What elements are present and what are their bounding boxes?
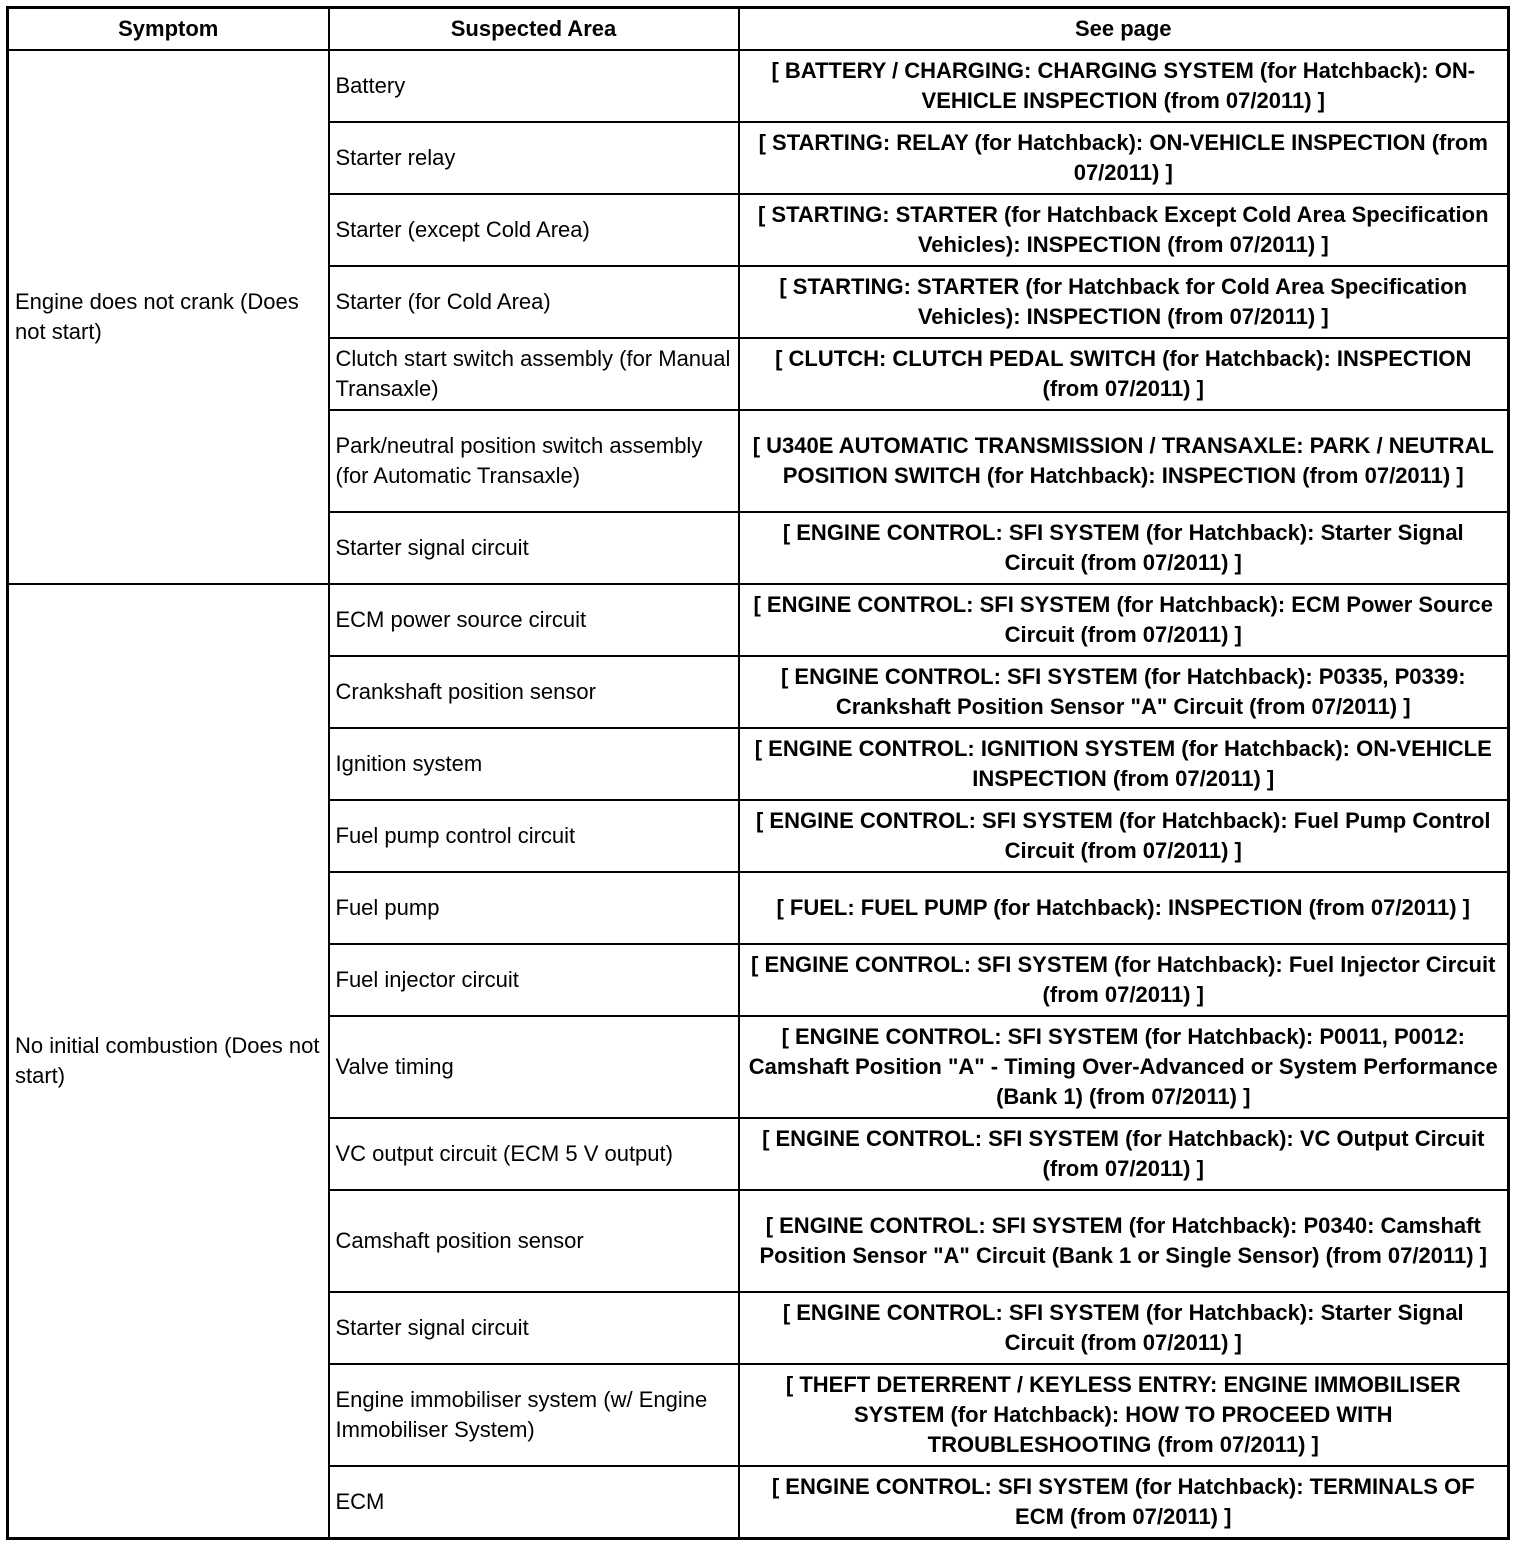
symptom-cell: Engine does not crank (Does not start) — [8, 50, 329, 584]
see-page-link[interactable]: [ U340E AUTOMATIC TRANSMISSION / TRANSAXLE: PARK / NEUTRAL POSITION SWITCH (for Hatchback): INSPECTION (from 07/2011) ] — [739, 410, 1509, 512]
header-symptom: Symptom — [8, 8, 329, 51]
troubleshooting-table — [6, 6, 1510, 1540]
see-page-link[interactable]: [ ENGINE CONTROL: SFI SYSTEM (for Hatchback): Fuel Injector Circuit (from 07/2011) ] — [739, 944, 1509, 1016]
suspected-area-cell: Starter (for Cold Area) — [329, 266, 739, 338]
header-row — [8, 8, 1509, 51]
table-row — [8, 50, 1509, 122]
see-page-link[interactable]: [ STARTING: STARTER (for Hatchback for Cold Area Specification Vehicles): INSPECTION (from 07/2011) ] — [739, 266, 1509, 338]
see-page-link[interactable]: [ BATTERY / CHARGING: CHARGING SYSTEM (for Hatchback): ON-VEHICLE INSPECTION (from 07/2011) ] — [739, 50, 1509, 122]
see-page-link[interactable]: [ FUEL: FUEL PUMP (for Hatchback): INSPECTION (from 07/2011) ] — [739, 872, 1509, 944]
suspected-area-cell: VC output circuit (ECM 5 V output) — [329, 1118, 739, 1190]
see-page-link[interactable]: [ THEFT DETERRENT / KEYLESS ENTRY: ENGINE IMMOBILISER SYSTEM (for Hatchback): HOW TO PROCEED WITH TROUBLESHOOTING (from 07/2011) ] — [739, 1364, 1509, 1466]
see-page-link[interactable]: [ ENGINE CONTROL: SFI SYSTEM (for Hatchback): P0335, P0339: Crankshaft Position Sensor "A" Circuit (from 07/2011) ] — [739, 656, 1509, 728]
suspected-area-cell: Ignition system — [329, 728, 739, 800]
suspected-area-cell: Fuel pump control circuit — [329, 800, 739, 872]
suspected-area-cell: Valve timing — [329, 1016, 739, 1118]
suspected-area-cell: ECM — [329, 1466, 739, 1539]
suspected-area-cell: Starter relay — [329, 122, 739, 194]
header-see-page: See page — [739, 8, 1509, 51]
see-page-link[interactable]: [ ENGINE CONTROL: SFI SYSTEM (for Hatchback): Starter Signal Circuit (from 07/2011) ] — [739, 1292, 1509, 1364]
see-page-link[interactable]: [ ENGINE CONTROL: SFI SYSTEM (for Hatchback): P0340: Camshaft Position Sensor "A" Circuit (Bank 1 or Single Sensor) (from 07/2011) ] — [739, 1190, 1509, 1292]
suspected-area-cell: Crankshaft position sensor — [329, 656, 739, 728]
suspected-area-cell: Battery — [329, 50, 739, 122]
suspected-area-cell: Starter signal circuit — [329, 512, 739, 584]
suspected-area-cell: Engine immobiliser system (w/ Engine Immobiliser System) — [329, 1364, 739, 1466]
suspected-area-cell: Camshaft position sensor — [329, 1190, 739, 1292]
see-page-link[interactable]: [ STARTING: STARTER (for Hatchback Except Cold Area Specification Vehicles): INSPECTION (from 07/2011) ] — [739, 194, 1509, 266]
see-page-link[interactable]: [ ENGINE CONTROL: IGNITION SYSTEM (for Hatchback): ON-VEHICLE INSPECTION (from 07/2011) ] — [739, 728, 1509, 800]
suspected-area-cell: Clutch start switch assembly (for Manual Transaxle) — [329, 338, 739, 410]
see-page-link[interactable]: [ ENGINE CONTROL: SFI SYSTEM (for Hatchback): VC Output Circuit (from 07/2011) ] — [739, 1118, 1509, 1190]
see-page-link[interactable]: [ CLUTCH: CLUTCH PEDAL SWITCH (for Hatchback): INSPECTION (from 07/2011) ] — [739, 338, 1509, 410]
see-page-link[interactable]: [ ENGINE CONTROL: SFI SYSTEM (for Hatchback): Fuel Pump Control Circuit (from 07/2011) ] — [739, 800, 1509, 872]
see-page-link[interactable]: [ ENGINE CONTROL: SFI SYSTEM (for Hatchback): Starter Signal Circuit (from 07/2011) ] — [739, 512, 1509, 584]
see-page-link[interactable]: [ ENGINE CONTROL: SFI SYSTEM (for Hatchback): P0011, P0012: Camshaft Position "A" - Timing Over-Advanced or System Performance (Bank 1) (from 07/2011) ] — [739, 1016, 1509, 1118]
see-page-link[interactable]: [ ENGINE CONTROL: SFI SYSTEM (for Hatchback): ECM Power Source Circuit (from 07/2011) ] — [739, 584, 1509, 656]
suspected-area-cell: Fuel pump — [329, 872, 739, 944]
see-page-link[interactable]: [ STARTING: RELAY (for Hatchback): ON-VEHICLE INSPECTION (from 07/2011) ] — [739, 122, 1509, 194]
see-page-link[interactable]: [ ENGINE CONTROL: SFI SYSTEM (for Hatchback): TERMINALS OF ECM (from 07/2011) ] — [739, 1466, 1509, 1539]
suspected-area-cell: Park/neutral position switch assembly (for Automatic Transaxle) — [329, 410, 739, 512]
header-suspected-area: Suspected Area — [329, 8, 739, 51]
suspected-area-cell: Starter signal circuit — [329, 1292, 739, 1364]
suspected-area-cell: Fuel injector circuit — [329, 944, 739, 1016]
table-row — [8, 584, 1509, 656]
symptom-cell: No initial combustion (Does not start) — [8, 584, 329, 1539]
suspected-area-cell: Starter (except Cold Area) — [329, 194, 739, 266]
suspected-area-cell: ECM power source circuit — [329, 584, 739, 656]
